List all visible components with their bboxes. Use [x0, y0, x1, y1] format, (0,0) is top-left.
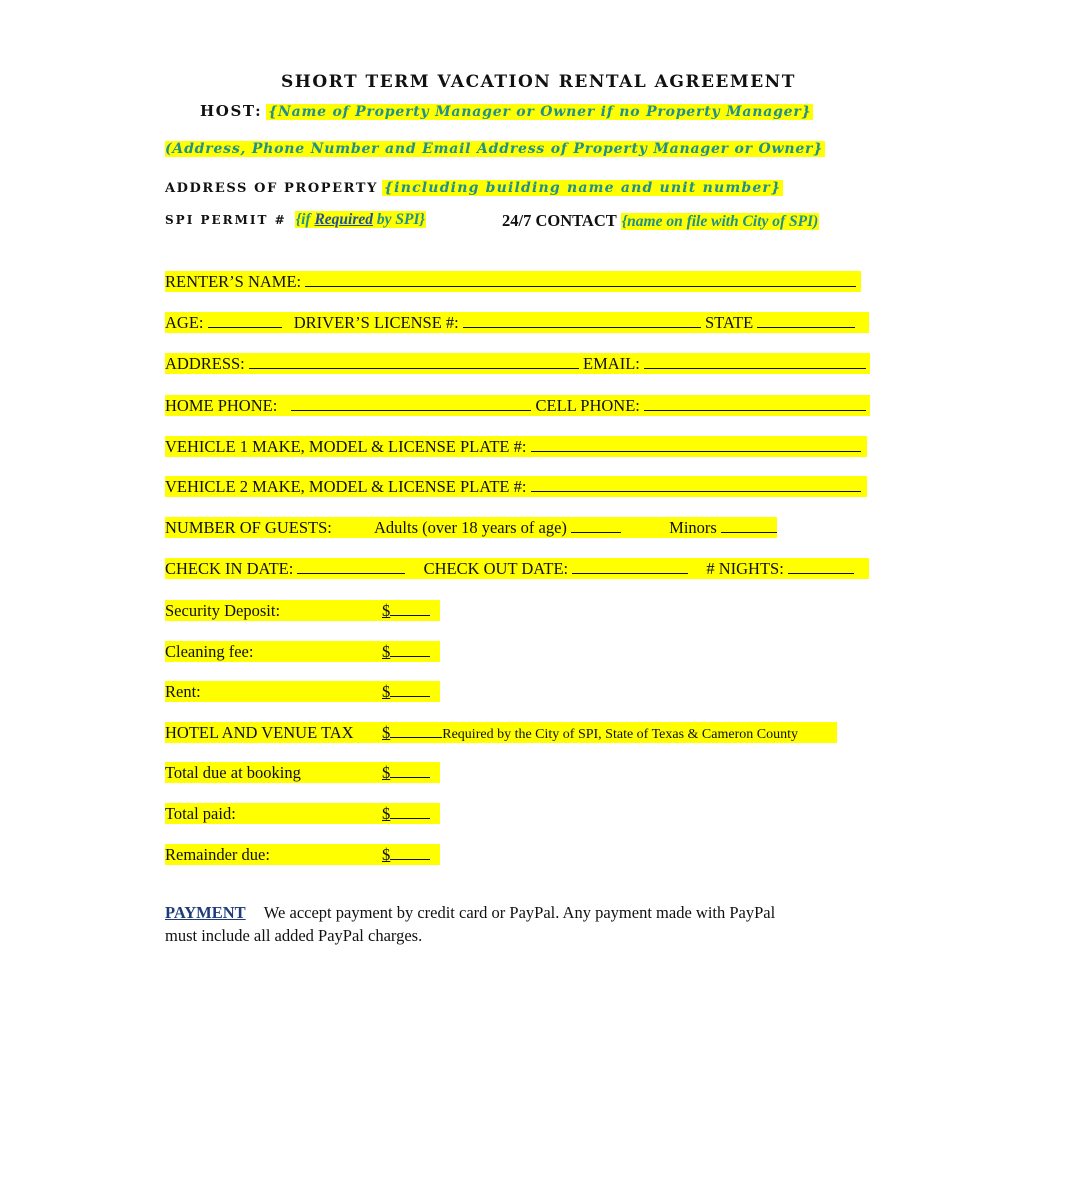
currency-symbol: $	[382, 845, 391, 864]
host-label: HOST:	[200, 102, 263, 120]
hotel-tax-label: HOTEL AND VENUE TAX	[165, 723, 354, 742]
charge-row-security-deposit	[165, 600, 440, 621]
cleaning-fee-label: Cleaning fee:	[165, 642, 254, 661]
home-phone-input[interactable]	[291, 396, 531, 411]
address-input[interactable]	[249, 354, 579, 369]
permit-suffix: by SPI}	[373, 211, 425, 228]
remainder-due-label: Remainder due:	[165, 845, 270, 864]
security-deposit-label: Security Deposit:	[165, 601, 281, 620]
currency-symbol: $	[382, 601, 391, 620]
currency-symbol: $	[382, 763, 391, 782]
permit-line	[165, 211, 426, 229]
drivers-license-label: DRIVER’S LICENSE #:	[293, 313, 459, 332]
minors-label: Minors	[669, 518, 717, 537]
contact-line	[502, 211, 819, 231]
state-label: STATE	[705, 313, 754, 332]
hotel-tax-note: Required by the City of SPI, State of Texas & Cameron County	[442, 727, 798, 742]
charge-row-hotel-tax	[165, 722, 837, 743]
contact-placeholder[interactable]: {name on file with City of SPI)	[621, 213, 819, 230]
age-label: AGE:	[165, 313, 204, 332]
payment-heading: PAYMENT	[165, 903, 246, 922]
state-input[interactable]	[757, 313, 855, 328]
vehicle1-row	[165, 436, 867, 457]
property-placeholder[interactable]: {including building name and unit number}	[383, 180, 782, 196]
total-due-label: Total due at booking	[165, 763, 301, 782]
check-out-input[interactable]	[572, 559, 688, 574]
vehicle2-label: VEHICLE 2 MAKE, MODEL & LICENSE PLATE #:	[165, 477, 527, 496]
dates-row	[165, 558, 869, 579]
check-in-label: CHECK IN DATE:	[165, 559, 294, 578]
check-in-input[interactable]	[297, 559, 405, 574]
cleaning-fee-input[interactable]	[390, 642, 430, 657]
home-phone-label: HOME PHONE:	[165, 396, 278, 415]
vehicle2-row	[165, 476, 867, 497]
address-label: ADDRESS:	[165, 354, 245, 373]
rent-label: Rent:	[165, 682, 201, 701]
vehicle1-label: VEHICLE 1 MAKE, MODEL & LICENSE PLATE #:	[165, 437, 527, 456]
address-email-row	[165, 353, 870, 374]
property-label: ADDRESS OF PROPERTY	[165, 181, 378, 196]
guests-row	[165, 517, 777, 538]
nights-label: # NIGHTS:	[706, 559, 784, 578]
permit-label: SPI PERMIT #	[165, 213, 287, 227]
host-line	[200, 102, 813, 121]
permit-prefix: {if	[295, 211, 315, 228]
hotel-tax-input[interactable]	[390, 723, 442, 738]
currency-symbol: $	[382, 642, 391, 661]
cell-phone-label: CELL PHONE:	[535, 396, 640, 415]
currency-symbol: $	[382, 804, 391, 823]
host-name-placeholder[interactable]: {Name of Property Manager or Owner if no Property Manager}	[268, 104, 812, 120]
email-label: EMAIL:	[583, 354, 640, 373]
phone-row	[165, 395, 870, 416]
payment-line-1	[165, 901, 775, 924]
payment-text-2: must include all added PayPal charges.	[165, 926, 423, 945]
charge-row-remainder-due	[165, 844, 440, 865]
permit-required-link[interactable]: Required	[314, 211, 373, 228]
adults-input[interactable]	[571, 518, 621, 533]
age-license-row	[165, 312, 869, 333]
adults-label: Adults (over 18 years of age)	[374, 518, 567, 537]
payment-text-1: We accept payment by credit card or PayPal. Any payment made with PayPal	[263, 903, 776, 922]
vehicle1-input[interactable]	[531, 437, 861, 452]
renter-name-label: RENTER’S NAME:	[165, 272, 302, 291]
check-out-label: CHECK OUT DATE:	[423, 559, 569, 578]
security-deposit-input[interactable]	[390, 601, 430, 616]
currency-symbol: $	[382, 682, 391, 701]
payment-section	[165, 901, 775, 947]
charge-row-total-paid	[165, 803, 440, 824]
document-title: SHORT TERM VACATION RENTAL AGREEMENT	[281, 72, 796, 92]
cell-phone-input[interactable]	[644, 396, 866, 411]
minors-input[interactable]	[721, 518, 777, 533]
total-paid-input[interactable]	[390, 804, 430, 819]
guests-label: NUMBER OF GUESTS:	[165, 518, 332, 537]
total-paid-label: Total paid:	[165, 804, 236, 823]
drivers-license-input[interactable]	[463, 313, 701, 328]
contact-label: 24/7 CONTACT	[502, 211, 617, 230]
charge-row-total-due	[165, 762, 440, 783]
remainder-due-input[interactable]	[390, 845, 430, 860]
total-due-input[interactable]	[390, 763, 430, 778]
host-contact-placeholder[interactable]: (Address, Phone Number and Email Address of Property Manager or Owner}	[165, 141, 824, 157]
vehicle2-input[interactable]	[531, 477, 861, 492]
renter-name-input[interactable]	[305, 272, 856, 287]
age-input[interactable]	[208, 313, 282, 328]
email-input[interactable]	[644, 354, 866, 369]
nights-input[interactable]	[788, 559, 854, 574]
charge-row-rent	[165, 681, 440, 702]
permit-placeholder[interactable]	[295, 211, 426, 228]
currency-symbol: $	[382, 723, 391, 742]
rent-input[interactable]	[390, 682, 430, 697]
renter-name-row	[165, 271, 861, 292]
charge-row-cleaning-fee	[165, 641, 440, 662]
property-line	[165, 179, 783, 197]
